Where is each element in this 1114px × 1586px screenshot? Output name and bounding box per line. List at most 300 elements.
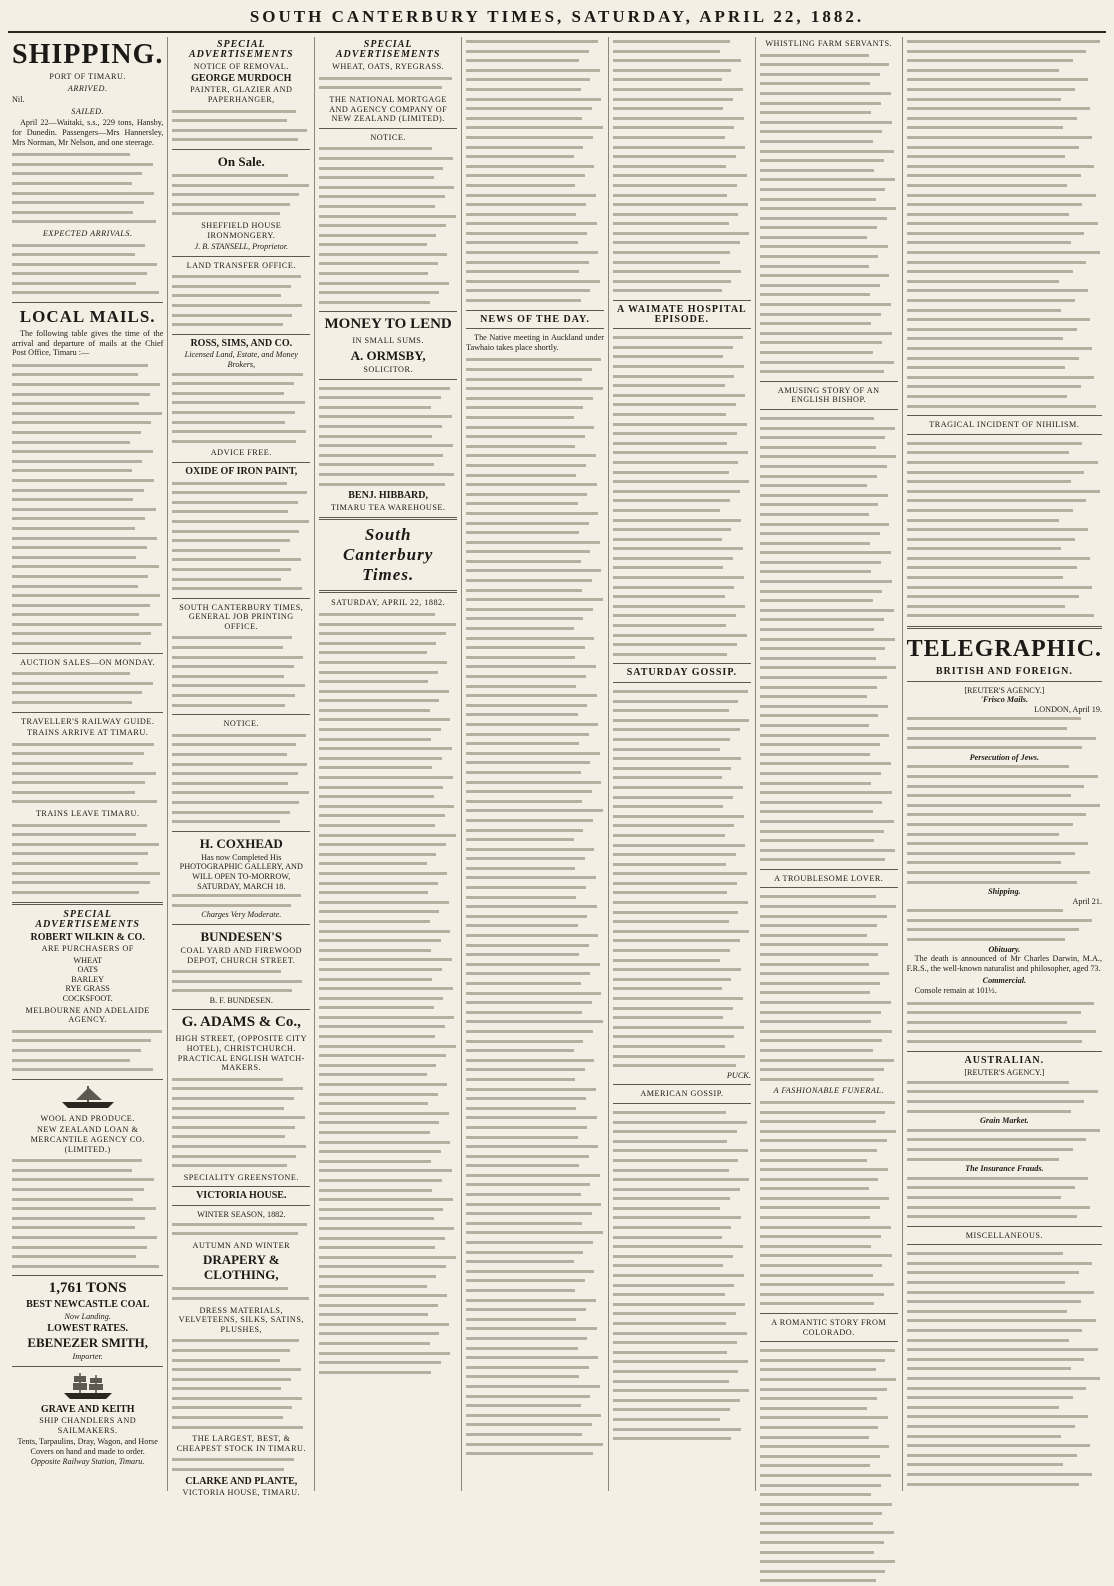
notice-heading-2: NOTICE.: [223, 719, 260, 729]
body-text-line: [613, 95, 733, 105]
body-text-line: [466, 1085, 596, 1095]
body-text-line: [907, 448, 1069, 458]
body-text-line: [319, 687, 449, 697]
body-text-line: [319, 668, 438, 678]
news-filler: [466, 355, 604, 1458]
body-text-line: [907, 1193, 1061, 1203]
body-text-line: [907, 325, 1077, 335]
body-text-line: [613, 773, 722, 783]
body-text-line: [319, 1205, 443, 1215]
body-text-line: [172, 817, 280, 827]
body-text-line: [12, 562, 159, 572]
body-text-line: [613, 994, 743, 1004]
body-text-line: [466, 490, 587, 500]
body-text-line: [319, 994, 443, 1004]
body-text-line: [613, 936, 740, 946]
body-text-line: [319, 1186, 432, 1196]
body-text-line: [466, 653, 575, 663]
body-text-line: [760, 242, 888, 252]
funeral-filler: [760, 1098, 898, 1309]
body-text-line: [613, 410, 726, 420]
body-text-line: [12, 250, 135, 260]
body-text-line: [760, 836, 874, 846]
body-text-line: [466, 1219, 582, 1229]
coal-rates: LOWEST RATES.: [47, 1322, 129, 1334]
body-text-line: [907, 1470, 1093, 1480]
column-4: [462, 37, 609, 1491]
body-text-line: [466, 277, 600, 287]
stansell: J. B. STANSELL, Proprietor.: [194, 242, 289, 252]
body-text-line: [319, 1176, 442, 1186]
body-text-line: [172, 379, 293, 389]
body-text-line: [907, 1145, 1073, 1155]
body-text-line: [319, 629, 446, 639]
bundesen-name: BUNDESEN'S: [200, 928, 283, 944]
body-text-line: [466, 1133, 578, 1143]
body-text-line: [319, 620, 455, 630]
body-text-line: [172, 643, 282, 653]
body-text-line: [613, 583, 734, 593]
body-text-line: [466, 296, 580, 306]
body-text-line: [760, 1184, 869, 1194]
body-text-line: [466, 1161, 579, 1171]
body-text-line: [613, 1300, 745, 1310]
body-text-line: [613, 1223, 732, 1233]
body-text-line: [907, 258, 1087, 268]
body-text-line: [466, 538, 600, 548]
body-text-line: [172, 769, 297, 779]
body-text-line: [319, 470, 454, 480]
body-text-line: [172, 1229, 297, 1239]
body-text-line: [760, 1433, 869, 1443]
grave-sub: SHIP CHANDLERS AND SAILMAKERS.: [39, 1416, 137, 1435]
body-text-line: [760, 79, 870, 89]
body-text-line: [319, 946, 431, 956]
body-text-line: [466, 461, 586, 471]
body-text-line: [466, 1142, 598, 1152]
body-text-line: [319, 231, 436, 241]
body-text-line: [760, 1127, 896, 1137]
body-text-line: [319, 74, 451, 84]
body-text-line: [466, 845, 594, 855]
body-text-line: [319, 1358, 440, 1368]
victoria-house-addr: VICTORIA HOUSE, TIMARU.: [182, 1488, 301, 1498]
columns: [8, 37, 1106, 1498]
body-text-line: [319, 879, 438, 889]
body-text-line: [907, 85, 1075, 95]
body-text-line: [12, 457, 142, 467]
coxhead-filler: [172, 891, 310, 910]
body-text-line: [12, 495, 133, 505]
body-text-line: [172, 1142, 306, 1152]
body-text-line: [760, 663, 896, 673]
body-text-line: [319, 1301, 438, 1311]
body-text-line: [613, 37, 730, 47]
body-text-line: [466, 1305, 586, 1315]
body-text-line: [172, 701, 285, 711]
body-text-line: [907, 592, 1079, 602]
body-text-line: [172, 1403, 292, 1413]
reuter-agency-2: [REUTER'S AGENCY.]: [964, 1068, 1045, 1078]
body-text-line: [613, 333, 743, 343]
body-text-line: [172, 1346, 289, 1356]
body-text-line: [613, 716, 749, 726]
body-text-line: [907, 724, 1067, 734]
body-text-line: [907, 1460, 1063, 1470]
body-text-line: [907, 306, 1061, 316]
body-text-line: [760, 750, 870, 760]
wool-heading: WOOL AND PRODUCE.: [40, 1113, 135, 1123]
body-text-line: [613, 1348, 727, 1358]
body-text-line: [613, 104, 723, 114]
body-text-line: [12, 1185, 144, 1195]
body-text-line: [466, 528, 579, 538]
largest-filler: [172, 1455, 310, 1474]
body-text-line: [466, 1046, 574, 1056]
body-text-line: [466, 893, 576, 903]
body-text-line: [172, 1132, 285, 1142]
dress-materials: DRESS MATERIALS, VELVETEENS, SILKS, SATINS, PLUSHES,: [178, 1305, 304, 1334]
body-text-line: [613, 888, 727, 898]
body-text-line: [907, 37, 1100, 47]
body-text-line: [466, 921, 578, 931]
body-text-line: [319, 1349, 450, 1359]
body-text-line: [907, 1336, 1069, 1346]
body-text-line: [466, 1008, 582, 1018]
body-text-line: [319, 221, 446, 231]
body-text-line: [319, 1042, 455, 1052]
body-text-line: [760, 118, 892, 128]
commercial-filler: [907, 999, 1102, 1047]
mails-filler: [12, 361, 163, 649]
body-text-line: [466, 1449, 593, 1459]
funeral-heading: A FASHIONABLE FUNERAL.: [773, 1086, 884, 1096]
body-text-line: [319, 1109, 449, 1119]
body-text-line: [907, 839, 1089, 849]
body-text-line: [172, 389, 284, 399]
body-text-line: [12, 269, 147, 279]
body-text-line: [760, 472, 877, 482]
body-text-line: [172, 517, 308, 527]
ormsby-name: A. ORMSBY,: [350, 348, 426, 364]
body-text-line: [613, 391, 745, 401]
body-text-line: [613, 1204, 721, 1214]
body-text-line: [760, 1232, 881, 1242]
body-text-line: [760, 310, 881, 320]
body-text-line: [760, 520, 890, 530]
body-text-line: [613, 745, 721, 755]
body-text-line: [466, 1296, 596, 1306]
body-text-line: [907, 1183, 1075, 1193]
body-text-line: [907, 762, 1069, 772]
drapery-heading: DRAPERY & CLOTHING,: [202, 1252, 280, 1283]
body-text-line: [907, 878, 1077, 888]
body-text-line: [172, 740, 296, 750]
hibbard-name: BENJ. HIBBARD,: [348, 490, 429, 502]
body-text-line: [319, 907, 439, 917]
body-text-line: [466, 238, 578, 248]
auction-filler: [12, 669, 163, 707]
body-text-line: [613, 544, 743, 554]
body-text-line: [760, 99, 881, 109]
body-text-line: [12, 679, 153, 689]
body-text-line: [466, 1104, 576, 1114]
notice-filler-2: [172, 731, 310, 827]
body-text-line: [12, 217, 156, 227]
body-text-line: [613, 956, 721, 966]
body-text-line: [319, 164, 443, 174]
body-text-line: [760, 969, 890, 979]
wilkin-item: COCKSFOOT.: [62, 994, 113, 1004]
body-text-line: [466, 1353, 598, 1363]
body-text-line: [613, 984, 722, 994]
body-text-line: [466, 1017, 602, 1027]
body-text-line: [172, 427, 306, 437]
murdoch-filler: [172, 107, 310, 145]
body-text-line: [172, 301, 302, 311]
drapery-filler: [172, 1284, 310, 1303]
misc-heading: MISCELLANEOUS.: [965, 1230, 1043, 1240]
body-text-line: [172, 282, 291, 292]
body-text-line: [613, 917, 729, 927]
paper-date: SATURDAY, APRIL 22, 1882.: [331, 598, 446, 608]
body-text-line: [172, 1455, 293, 1465]
body-text-line: [172, 1356, 280, 1366]
body-text-line: [466, 152, 574, 162]
body-text-line: [319, 279, 449, 289]
bundesen-filler: [172, 967, 310, 996]
body-text-line: [907, 210, 1069, 220]
body-text-line: [907, 1212, 1077, 1222]
body-text-line: [319, 1195, 453, 1205]
body-text-line: [760, 214, 887, 224]
body-text-line: [319, 144, 432, 154]
body-text-line: [319, 677, 428, 687]
body-text-line: [760, 1365, 876, 1375]
body-text-line: [172, 272, 300, 282]
body-text-line: [760, 175, 895, 185]
body-text-line: [907, 267, 1073, 277]
body-text-line: [613, 238, 740, 248]
body-text-line: [172, 370, 303, 380]
body-text-line: [466, 566, 601, 576]
body-text-line: [613, 277, 732, 287]
body-text-line: [613, 687, 748, 697]
grain-filler: [907, 1126, 1102, 1164]
body-text-line: [319, 898, 449, 908]
body-text-line: [907, 1268, 1079, 1278]
body-text-line: [760, 1299, 874, 1309]
grain-heading: Grain Market.: [980, 1116, 1029, 1126]
body-text-line: [172, 190, 299, 200]
body-text-line: [907, 1316, 1097, 1326]
body-text-line: [613, 1242, 743, 1252]
body-text-line: [613, 75, 722, 85]
body-text-line: [760, 539, 870, 549]
body-text-line: [613, 860, 726, 870]
body-text-line: [466, 200, 586, 210]
body-text-line: [12, 740, 154, 750]
body-text-line: [319, 1224, 454, 1234]
body-text-line: [319, 1253, 455, 1263]
body-text-line: [760, 60, 890, 70]
body-text-line: [172, 1104, 284, 1114]
body-text-line: [907, 1249, 1063, 1259]
column-7: [903, 37, 1106, 1491]
body-text-line: [172, 1375, 291, 1385]
body-text-line: [466, 1123, 587, 1133]
body-text-line: [319, 393, 440, 403]
body-text-line: [319, 1147, 440, 1157]
body-text-line: [613, 123, 734, 133]
body-text-line: [319, 811, 444, 821]
body-text-line: [760, 1404, 868, 1414]
bishop-heading: AMUSING STORY OF AN ENGLISH BISHOP.: [777, 385, 880, 405]
body-text-line: [466, 1324, 597, 1334]
body-text-line: [466, 1152, 589, 1162]
body-text-line: [319, 384, 450, 394]
body-text-line: [760, 233, 868, 243]
news-text: The Native meeting in Auckland under Tawhaio takes place shortly.: [466, 333, 604, 352]
body-text-line: [319, 1032, 435, 1042]
body-text-line: [319, 715, 450, 725]
waimate-filler: [613, 333, 751, 659]
body-text-line: [12, 878, 150, 888]
body-text-line: [466, 912, 587, 922]
body-text-line: [907, 382, 1081, 392]
column-1: [8, 37, 168, 1491]
editorial-filler: [319, 610, 457, 1378]
body-text-line: [907, 1078, 1069, 1088]
body-text-line: [760, 798, 883, 808]
body-text-line: [760, 510, 869, 520]
body-text-line: [466, 47, 589, 57]
body-text-line: [613, 1032, 734, 1042]
body-text-line: [12, 361, 148, 371]
body-text-line: [613, 381, 725, 391]
body-text-line: [907, 1451, 1077, 1461]
body-text-line: [172, 320, 282, 330]
obituary-heading: Obituary.: [988, 944, 1021, 954]
body-text-line: [760, 281, 880, 291]
body-text-line: [907, 1037, 1083, 1047]
body-text-line: [907, 143, 1079, 153]
body-text-line: [12, 1233, 157, 1243]
commercial-text: Console remain at 101½.: [914, 986, 997, 996]
body-text-line: [613, 965, 741, 975]
body-text-line: [12, 888, 139, 898]
body-text-line: [907, 544, 1061, 554]
body-text-line: [12, 288, 159, 298]
body-text-line: [613, 181, 737, 191]
body-text-line: [613, 66, 732, 76]
body-text-line: [613, 946, 730, 956]
body-text-line: [319, 783, 443, 793]
body-text-line: [319, 984, 453, 994]
body-text-line: [319, 1061, 436, 1071]
body-text-line: [319, 1118, 439, 1128]
body-text-line: [613, 1367, 738, 1377]
body-text-line: [907, 277, 1059, 287]
body-text-line: [613, 343, 733, 353]
body-text-line: [466, 1037, 583, 1047]
body-text-line: [172, 181, 308, 191]
body-text-line: [760, 300, 891, 310]
body-text-line: [319, 403, 431, 413]
body-text-line: [12, 189, 154, 199]
body-text-line: [760, 1452, 880, 1462]
body-text-line: [319, 802, 454, 812]
body-text-line: [907, 458, 1098, 468]
body-text-line: [613, 1137, 727, 1147]
body-text-line: [319, 744, 451, 754]
body-text-line: [760, 846, 895, 856]
body-text-line: [613, 1194, 730, 1204]
body-text-line: [12, 869, 160, 879]
body-text-line: [907, 171, 1081, 181]
body-text-line: [907, 1155, 1059, 1165]
body-text-line: [907, 1403, 1059, 1413]
ship-icon: [58, 1084, 118, 1110]
body-text-line: [466, 806, 602, 816]
body-text-line: [172, 986, 292, 996]
body-text-line: [760, 1223, 891, 1233]
body-text-line: [613, 1156, 738, 1166]
australian-filler: [907, 1078, 1102, 1116]
body-text-line: [466, 1267, 594, 1277]
body-text-line: [613, 477, 749, 487]
body-text-line: [12, 428, 141, 438]
body-text-line: [12, 849, 148, 859]
body-text-line: [907, 1008, 1081, 1018]
body-text-line: [12, 260, 157, 270]
shipping-heading: SHIPPING.: [12, 39, 164, 70]
body-text-line: [760, 348, 873, 358]
body-text-line: [907, 123, 1063, 133]
body-text-line: [907, 743, 1083, 753]
body-text-line: [319, 1368, 431, 1378]
body-text-line: [172, 1284, 288, 1294]
body-text-line: [907, 1097, 1085, 1107]
body-text-line: [613, 516, 741, 526]
body-text-line: [907, 248, 1100, 258]
body-text-line: [907, 820, 1073, 830]
body-text-line: [12, 390, 150, 400]
body-text-line: [760, 1548, 874, 1558]
body-text-line: [12, 840, 159, 850]
body-text-line: [466, 1065, 585, 1075]
body-text-line: [466, 614, 583, 624]
body-text-line: [466, 1334, 587, 1344]
body-text-line: [319, 1080, 447, 1090]
american-gossip-heading: AMERICAN GOSSIP.: [640, 1089, 724, 1099]
body-text-line: [466, 902, 597, 912]
body-text-line: [760, 998, 891, 1008]
body-text-line: [613, 908, 738, 918]
body-text-line: [907, 602, 1065, 612]
coxhead-name: H. COXHEAD: [199, 835, 283, 851]
ross-sub: Licensed Land, Estate, and Money Brokers,: [184, 350, 298, 370]
body-text-line: [466, 519, 589, 529]
money-heading: MONEY TO LEND: [324, 316, 452, 333]
wilkin-item: BARLEY: [71, 974, 105, 984]
body-text-line: [613, 1252, 733, 1262]
winter-season: WINTER SEASON, 1882.: [197, 1209, 286, 1219]
body-text-line: [907, 506, 1073, 516]
body-text-line: [760, 1251, 892, 1261]
body-text-line: [466, 1228, 602, 1238]
body-text-line: [319, 936, 440, 946]
